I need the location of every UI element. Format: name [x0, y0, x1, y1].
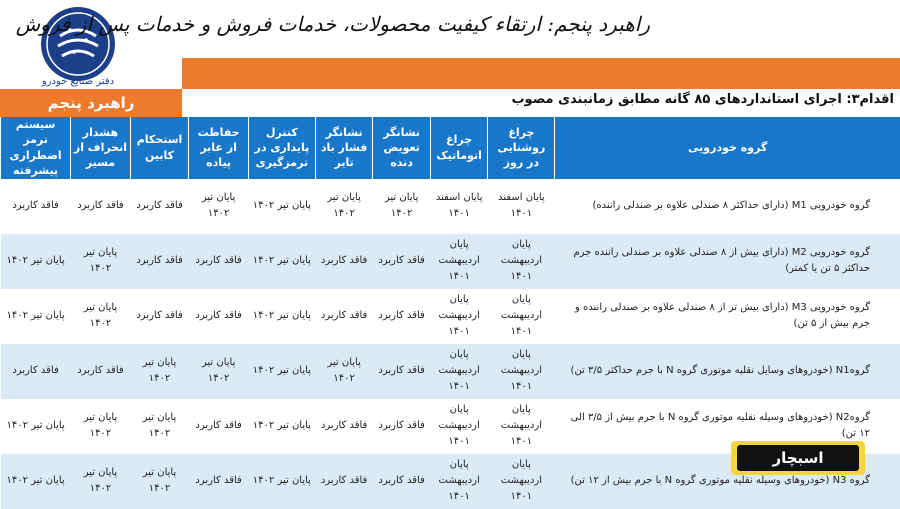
table-row: [1, 234, 900, 289]
table-cell: پایان اسفند ۱۴۰۱: [488, 179, 555, 234]
column-header: کنترل پایداری در ترمزگیری: [248, 117, 315, 179]
column-header: نشانگر فشار باد تایر: [315, 117, 373, 179]
table-cell: پایان اردیبهشت ۱۴۰۱: [488, 344, 555, 399]
table-cell: پایان تیر ۱۴۰۲: [315, 344, 373, 399]
action-subtitle: اقدام۳: اجرای استانداردهای ۸۵ گانه مطابق زمانبندی مصوب: [190, 92, 894, 107]
watermark-logo: [731, 441, 865, 475]
table-cell: پایان تیر ۱۴۰۲: [248, 399, 315, 454]
table-cell: فاقد کاربرد: [130, 179, 189, 234]
column-header: نشانگر تعویض دنده: [373, 117, 431, 179]
table-cell: پایان تیر ۱۴۰۲: [71, 454, 131, 509]
vehicle-group-cell: گروه خودرویی M2 (دارای بیش از ۸ صندلی علاوه بر صندلی راننده جرم حداکثر ۵ تن یا کمتر): [555, 234, 900, 289]
table-cell: پایان اردیبهشت ۱۴۰۱: [488, 234, 555, 289]
table-cell: فاقد کاربرد: [315, 289, 373, 344]
table-row: [1, 344, 900, 399]
table-cell: پایان تیر ۱۴۰۲: [71, 399, 131, 454]
vehicle-group-cell: گروه خودرویی M3 (دارای بیش تر از ۸ صندلی علاوه بر صندلی راننده و جرم بیش از ۵ تن): [555, 289, 900, 344]
table-cell: پایان اردیبهشت ۱۴۰۱: [430, 399, 488, 454]
table-cell: پایان اردیبهشت ۱۴۰۱: [488, 454, 555, 509]
table-cell: فاقد کاربرد: [130, 234, 189, 289]
table-cell: فاقد کاربرد: [315, 399, 373, 454]
table-cell: پایان تیر ۱۴۰۲: [130, 454, 189, 509]
column-header: چراغ اتوماتیک: [430, 117, 488, 179]
table-cell: پایان تیر ۱۴۰۲: [248, 289, 315, 344]
table-cell: فاقد کاربرد: [71, 344, 131, 399]
table-cell: پایان تیر ۱۴۰۲: [248, 454, 315, 509]
table-cell: پایان تیر ۱۴۰۲: [189, 179, 249, 234]
brand-subtitle: دفتر صنایع خودرو: [28, 76, 128, 87]
table-cell: پایان تیر ۱۴۰۲: [373, 179, 431, 234]
table-cell: پایان اسفند ۱۴۰۱: [430, 179, 488, 234]
table-cell: پایان اردیبهشت ۱۴۰۱: [488, 289, 555, 344]
table-cell: فاقد کاربرد: [1, 344, 71, 399]
table-cell: پایان تیر ۱۴۰۲: [189, 344, 249, 399]
table-cell: فاقد کاربرد: [373, 454, 431, 509]
vehicle-group-cell: گروه N3 (خودروهای وسیله نقلیه موتوری گروه N با جرم بیش از ۱۲ تن): [555, 454, 900, 509]
table-cell: پایان تیر ۱۴۰۲: [71, 234, 131, 289]
column-header: چراغ روشنایی در روز: [488, 117, 555, 179]
table-cell: پایان اردیبهشت ۱۴۰۱: [430, 454, 488, 509]
table-cell: پایان تیر ۱۴۰۲: [315, 179, 373, 234]
orange-header-band: [182, 58, 900, 89]
watermark-text: اسبچار: [737, 445, 859, 471]
table-cell: فاقد کاربرد: [373, 344, 431, 399]
table-cell: پایان اردیبهشت ۱۴۰۱: [430, 289, 488, 344]
page-title: راهبرد پنجم: ارتقاء کیفیت محصولات، خدمات فروش و خدمات پس از فروش: [16, 12, 650, 36]
table-cell: فاقد کاربرد: [373, 289, 431, 344]
table-cell: پایان اردیبهشت ۱۴۰۱: [430, 344, 488, 399]
table-cell: فاقد کاربرد: [373, 234, 431, 289]
table-cell: پایان اردیبهشت ۱۴۰۱: [488, 399, 555, 454]
table-row: [1, 179, 900, 234]
table-cell: فاقد کاربرد: [71, 179, 131, 234]
table-cell: پایان تیر ۱۴۰۲: [1, 234, 71, 289]
table-cell: پایان اردیبهشت ۱۴۰۱: [430, 234, 488, 289]
column-header: گروه خودرویی: [555, 117, 900, 179]
table-cell: فاقد کاربرد: [130, 289, 189, 344]
table-cell: فاقد کاربرد: [189, 234, 249, 289]
table-cell: پایان تیر ۱۴۰۲: [248, 344, 315, 399]
table-cell: پایان تیر ۱۴۰۲: [130, 399, 189, 454]
table-cell: فاقد کاربرد: [189, 289, 249, 344]
vehicle-group-cell: گروه خودرویی M1 (دارای حداکثر ۸ صندلی علاوه بر صندلی راننده): [555, 179, 900, 234]
table-cell: فاقد کاربرد: [315, 454, 373, 509]
table-cell: پایان تیر ۱۴۰۲: [1, 289, 71, 344]
vehicle-group-cell: گروهN2 (خودروهای وسیله نقلیه موتوری گروه N با جرم بیش از ۳/۵ الی ۱۲ تن): [555, 399, 900, 454]
column-header: هشدار انحراف از مسیر: [71, 117, 131, 179]
table-cell: پایان تیر ۱۴۰۲: [248, 179, 315, 234]
table-cell: پایان تیر ۱۴۰۲: [1, 399, 71, 454]
table-cell: فاقد کاربرد: [373, 399, 431, 454]
strategy-label: راهبرد پنجم: [0, 89, 182, 117]
table-cell: فاقد کاربرد: [315, 234, 373, 289]
table-cell: فاقد کاربرد: [189, 454, 249, 509]
table-row: [1, 289, 900, 344]
table-cell: پایان تیر ۱۴۰۲: [130, 344, 189, 399]
vehicle-group-cell: گروهN1 (خودروهای وسایل نقلیه موتوری گروه N با جرم حداکثر ۳/۵ تن): [555, 344, 900, 399]
column-header: سیستم ترمز اضطراری پیشرفته: [1, 117, 71, 179]
table-cell: پایان تیر ۱۴۰۲: [1, 454, 71, 509]
table-cell: پایان تیر ۱۴۰۲: [248, 234, 315, 289]
table-cell: پایان تیر ۱۴۰۲: [71, 289, 131, 344]
table-header-row: [1, 117, 900, 179]
column-header: استحکام کابین: [130, 117, 189, 179]
column-header: حفاظت از عابر پیاده: [189, 117, 249, 179]
table-cell: فاقد کاربرد: [189, 399, 249, 454]
table-cell: فاقد کاربرد: [1, 179, 71, 234]
